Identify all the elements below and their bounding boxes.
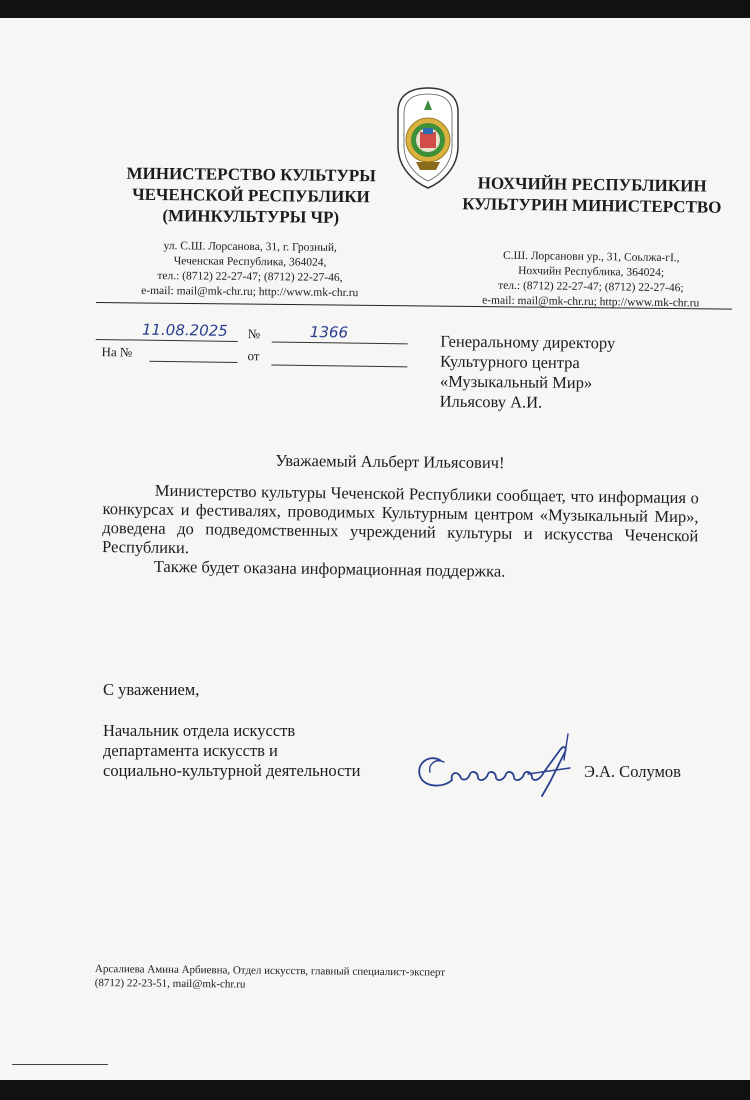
- organization-name-ru: [96, 162, 407, 228]
- org-ce-line2: КУЛЬТУРИН МИНИСТЕРСТВО: [462, 194, 722, 217]
- closing: С уважением,: [103, 680, 200, 699]
- address-ce: [446, 248, 737, 312]
- top-black-border: [0, 0, 750, 18]
- org-ru-line1: МИНИСТЕРСТВО КУЛЬТУРЫ: [126, 163, 377, 186]
- footer-divider: [12, 1064, 108, 1065]
- address-ru-line2: Чеченская Республика, 364024,: [173, 255, 327, 269]
- address-ce-line2: Нохчийн Республика, 364024;: [518, 264, 665, 280]
- address-ru-line4: e-mail: mail@mk-chr.ru; http://www.mk-chr.ru: [141, 284, 359, 300]
- position-line2: департамента искусств и: [103, 741, 278, 760]
- body-paragraph: Министерство культуры Чеченской Республики сообщает, что информация о конкурсах и фестивалях, проводимых Культурным центром «Музыкальный Мир», доведена до подведомственных учреждений культуры и искусства Чеченской Республики.: [101, 480, 699, 558]
- bottom-black-border: [0, 1080, 750, 1100]
- addressee-block: [440, 332, 701, 415]
- position-line1: Начальник отдела искусств: [103, 721, 296, 740]
- incoming-date-label: от: [247, 348, 260, 364]
- letter-body: [102, 480, 699, 583]
- addressee-line3: «Музыкальный Мир»: [439, 371, 593, 393]
- executor-line1: Арсалиева Амина Арбиевна, Отдел искусств, главный специалист-эксперт: [94, 962, 446, 979]
- signatory-position: [103, 721, 403, 781]
- registration-block: [95, 322, 416, 386]
- number-label: №: [247, 326, 261, 342]
- address-ce-line3: тел.: (8712) 22-27-47; (8712) 22-27-46;: [498, 279, 684, 295]
- incoming-number-underline: [149, 361, 237, 363]
- addressee-line4: Ильясову А.И.: [439, 391, 543, 412]
- signatory-name: Э.А. Солумов: [584, 762, 681, 781]
- org-ru-line3: (МИНКУЛЬТУРЫ ЧР): [162, 206, 340, 227]
- executor-line2: (8712) 22-23-51, mail@mk-chr.ru: [94, 976, 246, 991]
- address-ru-line3: тел.: (8712) 22-27-47; (8712) 22-27-46,: [157, 270, 343, 284]
- outgoing-date: 11.08.2025: [141, 320, 228, 340]
- org-ru-line2: ЧЕЧЕНСКОЙ РЕСПУБЛИКИ: [132, 184, 370, 207]
- salutation: Уважаемый Альберт Ильясович!: [275, 450, 505, 473]
- addressee-line2: Культурного центра: [440, 351, 580, 373]
- handwritten-signature: [410, 730, 580, 800]
- outgoing-number: 1366: [309, 322, 349, 342]
- organization-name-ce: [442, 172, 743, 218]
- address-ru-line1: ул. С.Ш. Лорсанова, 31, г. Грозный,: [163, 240, 337, 254]
- address-ru: [100, 238, 401, 301]
- number-underline: [272, 341, 408, 344]
- incoming-date-underline: [271, 364, 407, 367]
- address-ce-line1: С.Ш. Лорсановн ур., 31, Соьлжа-гI.,: [502, 249, 680, 265]
- body-paragraph: Также будет оказана информационная поддержка.: [153, 556, 506, 581]
- executor-info: [95, 962, 445, 994]
- address-ce-line4: e-mail: mail@mk-chr.ru; http://www.mk-chr.ru: [482, 294, 700, 310]
- position-line3: социально-культурной деятельности: [103, 761, 361, 780]
- incoming-number-label: На №: [101, 344, 133, 360]
- letter-page: [0, 18, 750, 1080]
- org-ce-line1: НОХЧИЙН РЕСПУБЛИКИН: [477, 173, 707, 196]
- addressee-line1: Генеральному директору: [440, 331, 616, 353]
